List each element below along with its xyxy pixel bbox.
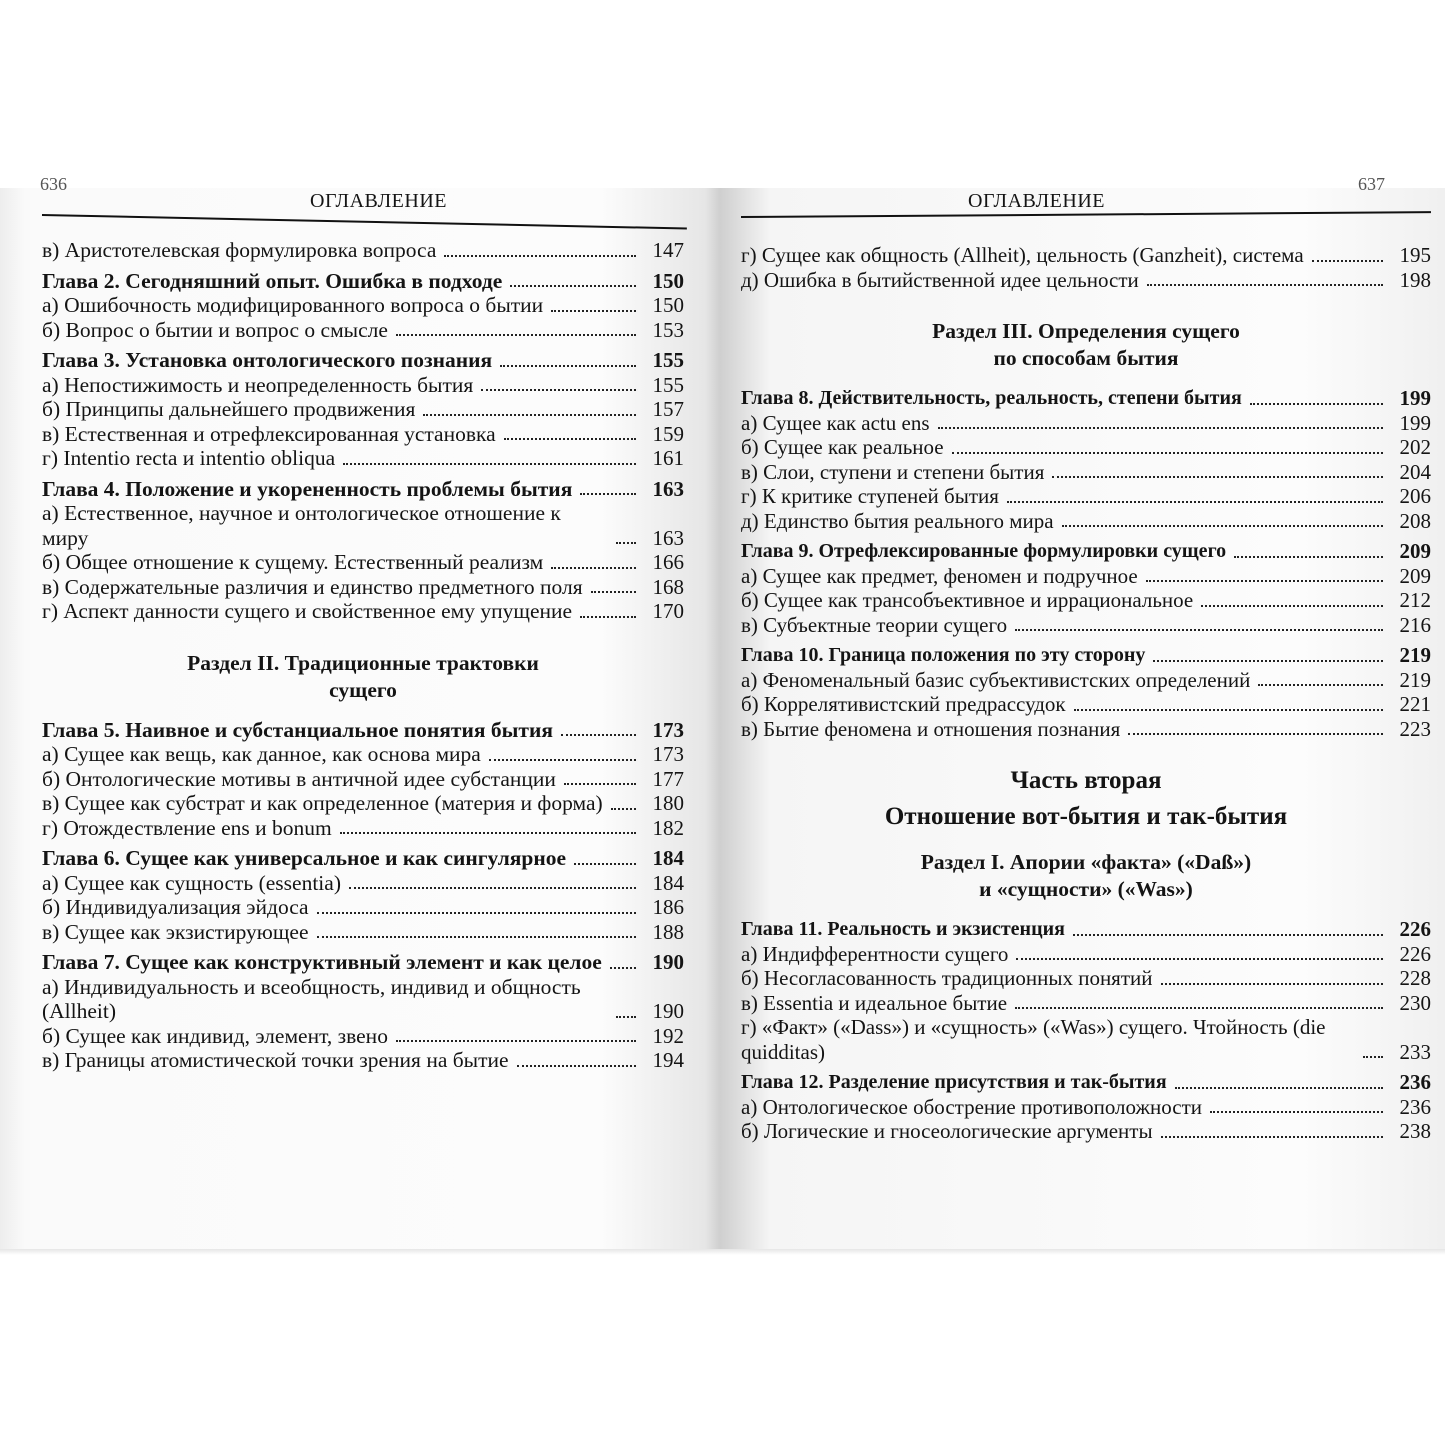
- toc-page-number: 209: [1399, 539, 1431, 563]
- toc-entry-title: а) Индивидуальность и всеобщность, индивид и общность (Allheit): [42, 974, 581, 1023]
- toc-entry-title: Глава 6. Сущее как универсальное и как сингулярное: [42, 846, 567, 870]
- dot-leader: [1161, 983, 1384, 985]
- toc-page-number: 195: [1399, 243, 1431, 267]
- toc-page-number: 155: [652, 348, 684, 372]
- toc-entry-title: Глава 4. Положение и укорененность проблемы бытия: [42, 476, 573, 501]
- toc-entry-title: Глава 8. Действительность, реальность, степени бытия: [741, 387, 1242, 409]
- running-header: ОГЛАВЛЕНИЕ: [310, 190, 447, 212]
- section-heading-line: и «сущности» («Was»): [979, 877, 1193, 901]
- dot-leader: [574, 863, 636, 865]
- dot-leader: [1175, 1087, 1383, 1089]
- toc-page-number: 199: [1399, 386, 1431, 410]
- running-header: ОГЛАВЛЕНИЕ: [968, 190, 1105, 212]
- toc-entry-title: в) Аристотелевская формулировка вопроса: [42, 238, 437, 262]
- toc-entry: [42, 599, 684, 624]
- toc-page-number: 219: [1399, 643, 1431, 667]
- toc-entry-title: д) Ошибка в бытийственной идее цельности: [741, 267, 1139, 292]
- section-heading-line: сущего: [329, 677, 397, 702]
- toc-page-number: 223: [1399, 716, 1431, 741]
- page-number: 637: [1358, 174, 1385, 194]
- toc-page-number: 155: [652, 372, 684, 397]
- toc-entry-title: г) Сущее как общность (Allheit), цельность (Ganzheit), система: [741, 243, 1304, 267]
- toc-entry: [42, 975, 684, 1024]
- dot-leader: [349, 887, 636, 889]
- table-of-contents: [42, 238, 684, 1073]
- left-page: [0, 174, 712, 1255]
- toc-entry-title: б) Общее отношение к сущему. Естественный реализм: [42, 550, 544, 574]
- toc-entry-title: б) Логические и гносеологические аргументы: [741, 1119, 1153, 1143]
- toc-page-number: 216: [1399, 612, 1431, 637]
- dot-leader: [1015, 1007, 1383, 1009]
- dot-leader: [616, 542, 636, 544]
- dot-leader: [1015, 629, 1383, 631]
- toc-page-number: 168: [652, 574, 684, 599]
- toc-entry-title: б) Коррелятивистский предрассудок: [741, 692, 1066, 716]
- dot-leader: [551, 567, 636, 569]
- toc-page-number: 238: [1399, 1119, 1431, 1143]
- dot-leader: [1007, 501, 1383, 503]
- toc-page-number: 186: [652, 895, 684, 919]
- toc-page-number: 199: [1399, 410, 1431, 435]
- toc-entry-title: а) Онтологическое обострение противоположности: [741, 1094, 1203, 1119]
- toc-page-number: 226: [1399, 917, 1431, 941]
- section-heading-line: по способам бытия: [993, 346, 1179, 370]
- dot-leader: [1052, 476, 1383, 478]
- toc-list: [741, 386, 1431, 741]
- header-rule: [42, 214, 687, 230]
- toc-entry: [741, 1095, 1431, 1120]
- dot-leader: [1153, 660, 1383, 662]
- toc-page-number: 150: [652, 268, 684, 293]
- table-of-contents: [741, 243, 1431, 1144]
- toc-entry: [741, 509, 1431, 534]
- toc-entry-title: в) Слои, ступени и степени бытия: [741, 459, 1045, 484]
- toc-chapter-entry: [42, 477, 684, 502]
- toc-list: [42, 238, 684, 624]
- toc-entry: [741, 435, 1431, 460]
- toc-chapter-entry: [42, 950, 684, 975]
- toc-entry-title: б) Вопрос о бытии и вопрос о смысле: [42, 317, 388, 342]
- toc-entry-title: в) Границы атомистической точки зрения на бытие: [42, 1048, 509, 1072]
- dot-leader: [1146, 580, 1383, 582]
- toc-page-number: 177: [652, 766, 684, 791]
- toc-entry-title: г) Intentio recta и intentio obliqua: [42, 446, 336, 470]
- toc-chapter-entry: [42, 846, 684, 871]
- toc-entry: [42, 895, 684, 920]
- toc-entry-title: Глава 7. Сущее как конструктивный элемент и как целое: [42, 950, 602, 974]
- toc-entry: [42, 550, 684, 575]
- toc-entry: [42, 871, 684, 896]
- dot-leader: [616, 1016, 636, 1018]
- toc-entry-title: а) Естественное, научное и онтологическое отношение к миру: [42, 501, 561, 550]
- dot-leader: [591, 591, 636, 593]
- toc-entry-title: Глава 11. Реальность и экзистенция: [741, 918, 1065, 940]
- toc-entry: [42, 767, 684, 792]
- dot-leader: [517, 1065, 636, 1067]
- toc-page-number: 150: [652, 293, 684, 317]
- toc-entry: [42, 422, 684, 447]
- toc-entry-title: б) Индивидуализация эйдоса: [42, 895, 309, 919]
- toc-entry: [741, 991, 1431, 1016]
- dot-leader: [317, 936, 637, 938]
- toc-entry: [42, 397, 684, 422]
- toc-entry-title: Глава 5. Наивное и субстанциальное понятия бытия: [42, 717, 554, 742]
- dot-leader: [423, 414, 636, 416]
- toc-entry: [741, 411, 1431, 436]
- toc-entry-title: б) Сущее как трансобъективное и иррациональное: [741, 588, 1194, 612]
- dot-leader: [1161, 1136, 1383, 1138]
- toc-page-number: 198: [1399, 267, 1431, 292]
- toc-entry: [42, 318, 684, 343]
- toc-entry-title: Глава 10. Граница положения по эту сторону: [741, 644, 1146, 666]
- toc-entry-title: а) Феноменальный базис субъективистских определений: [741, 667, 1251, 692]
- dot-leader: [551, 310, 636, 312]
- toc-list: [42, 718, 684, 1073]
- toc-chapter-entry: [42, 269, 684, 294]
- toc-page-number: 194: [652, 1048, 684, 1072]
- toc-page-number: 182: [652, 815, 684, 840]
- toc-chapter-entry: [741, 539, 1431, 564]
- dot-leader: [489, 759, 636, 761]
- toc-entry: [42, 501, 684, 550]
- toc-entry: [42, 1048, 684, 1073]
- toc-entry-title: в) Сущее как субстрат и как определенное (материя и форма): [42, 791, 603, 815]
- toc-chapter-entry: [741, 643, 1431, 668]
- dot-leader: [340, 832, 636, 834]
- toc-entry: [741, 717, 1431, 742]
- toc-page-number: 153: [652, 317, 684, 342]
- dot-leader: [580, 616, 636, 618]
- dot-leader: [500, 365, 636, 367]
- toc-entry: [741, 942, 1431, 967]
- dot-leader: [580, 493, 636, 495]
- part-heading-line: Часть вторая: [1010, 767, 1162, 794]
- toc-page-number: 236: [1399, 1070, 1431, 1094]
- dot-leader: [1073, 934, 1383, 936]
- toc-page-number: 204: [1399, 459, 1431, 484]
- toc-entry-title: а) Сущее как предмет, феномен и подручное: [741, 563, 1138, 588]
- toc-entry: [42, 791, 684, 816]
- toc-entry-title: а) Сущее как actu ens: [741, 410, 930, 435]
- toc-page-number: 206: [1399, 484, 1431, 508]
- toc-entry-title: Глава 2. Сегодняшний опыт. Ошибка в подходе: [42, 268, 503, 293]
- dot-leader: [1147, 284, 1383, 286]
- toc-page-number: 230: [1399, 990, 1431, 1015]
- toc-entry: [42, 446, 684, 471]
- toc-entry: [42, 575, 684, 600]
- toc-entry: [42, 742, 684, 767]
- toc-entry: [741, 564, 1431, 589]
- toc-entry-title: а) Ошибочность модифицированного вопроса о бытии: [42, 293, 544, 317]
- dot-leader: [1363, 1056, 1383, 1058]
- toc-page-number: 163: [652, 525, 684, 550]
- section-heading-line: Раздел III. Определения сущего: [932, 319, 1240, 343]
- dot-leader: [564, 783, 636, 785]
- toc-page-number: 166: [652, 550, 684, 574]
- toc-page-number: 233: [1399, 1039, 1431, 1064]
- toc-entry: [741, 1119, 1431, 1144]
- toc-entry: [741, 692, 1431, 717]
- dot-leader: [1074, 709, 1383, 711]
- toc-page-number: 170: [652, 599, 684, 623]
- toc-page-number: 188: [652, 919, 684, 944]
- toc-entry-title: б) Онтологические мотивы в античной идее субстанции: [42, 766, 556, 791]
- dot-leader: [1312, 260, 1383, 262]
- dot-leader: [481, 389, 636, 391]
- dot-leader: [610, 967, 636, 969]
- dot-leader: [1234, 556, 1383, 558]
- dot-leader: [396, 334, 636, 336]
- toc-entry-title: г) «Факт» («Dass») и «сущность» («Was») сущего. Чтойность (die quidditas): [741, 1015, 1326, 1064]
- section-heading: [741, 318, 1431, 372]
- toc-chapter-entry: [741, 1070, 1431, 1095]
- dot-leader: [343, 463, 636, 465]
- toc-page-number: 209: [1399, 563, 1431, 588]
- toc-entry-title: б) Сущее как реальное: [741, 435, 944, 459]
- toc-entry-title: б) Принципы дальнейшего продвижения: [42, 397, 416, 421]
- toc-entry-title: в) Субъектные теории сущего: [741, 612, 1008, 637]
- toc-chapter-entry: [741, 917, 1431, 942]
- toc-page-number: 184: [652, 870, 684, 895]
- toc-entry-title: г) Аспект данности сущего и свойственное ему упущение: [42, 599, 573, 623]
- page-edge-shadow: [0, 1249, 1445, 1255]
- toc-entry: [42, 1024, 684, 1049]
- toc-entry-title: Глава 9. Отрефлексированные формулировки сущего: [741, 540, 1227, 562]
- toc-page-number: 192: [652, 1023, 684, 1048]
- toc-page-number: 161: [652, 446, 684, 470]
- dot-leader: [1250, 403, 1383, 405]
- toc-page-number: 157: [652, 397, 684, 421]
- part-heading: [741, 763, 1431, 835]
- toc-page-number: 173: [652, 717, 684, 742]
- dot-leader: [1128, 733, 1383, 735]
- section-heading: [42, 650, 684, 704]
- dot-leader: [504, 438, 636, 440]
- right-page: [733, 174, 1445, 1255]
- toc-entry: [741, 588, 1431, 613]
- toc-entry: [741, 484, 1431, 509]
- dot-leader: [561, 734, 636, 736]
- toc-entry-title: б) Несогласованность традиционных понятий: [741, 966, 1153, 990]
- toc-entry: [42, 373, 684, 398]
- toc-entry-title: г) Отождествление ens и bonum: [42, 815, 332, 840]
- dot-leader: [1210, 1111, 1383, 1113]
- toc-entry-title: д) Единство бытия реального мира: [741, 508, 1054, 533]
- toc-page-number: 212: [1399, 588, 1431, 612]
- toc-entry-title: Глава 12. Разделение присутствия и так-бытия: [741, 1071, 1167, 1093]
- section-heading-line: Раздел II. Традиционные трактовки: [187, 650, 539, 675]
- toc-page-number: 159: [652, 421, 684, 446]
- toc-entry-title: в) Бытие феномена и отношения познания: [741, 716, 1121, 741]
- toc-entry-title: в) Essentia и идеальное бытие: [741, 990, 1008, 1015]
- toc-entry-title: а) Сущее как вещь, как данное, как основа мира: [42, 742, 481, 766]
- toc-page-number: 221: [1399, 692, 1431, 716]
- dot-leader: [396, 1040, 636, 1042]
- toc-page-number: 180: [652, 791, 684, 815]
- toc-page-number: 163: [652, 476, 684, 501]
- toc-entry-title: б) Сущее как индивид, элемент, звено: [42, 1023, 388, 1048]
- toc-page-number: 202: [1399, 435, 1431, 459]
- dot-leader: [1062, 525, 1383, 527]
- dot-leader: [611, 808, 636, 810]
- toc-entry-title: в) Содержательные различия и единство предметного поля: [42, 574, 583, 599]
- toc-page-number: 173: [652, 742, 684, 766]
- dot-leader: [444, 255, 636, 257]
- dot-leader: [952, 452, 1383, 454]
- part-heading-line: Отношение вот-бытия и так-бытия: [884, 803, 1288, 830]
- dot-leader: [317, 912, 636, 914]
- toc-entry: [741, 668, 1431, 693]
- toc-entry-title: а) Непостижимость и неопределенность бытия: [42, 372, 474, 397]
- toc-page-number: 190: [652, 999, 684, 1023]
- toc-page-number: 147: [652, 238, 684, 262]
- toc-page-number: 219: [1399, 667, 1431, 692]
- toc-entry: [741, 966, 1431, 991]
- toc-entry: [741, 613, 1431, 638]
- toc-entry: [42, 920, 684, 945]
- toc-chapter-entry: [741, 386, 1431, 411]
- toc-list: [741, 243, 1431, 292]
- page-number: 636: [40, 174, 67, 194]
- toc-entry: [42, 238, 684, 263]
- toc-chapter-entry: [42, 348, 684, 373]
- toc-page-number: 226: [1399, 941, 1431, 966]
- dot-leader: [1201, 605, 1383, 607]
- toc-entry: [42, 293, 684, 318]
- toc-entry: [741, 243, 1431, 268]
- dot-leader: [1016, 958, 1383, 960]
- toc-entry: [741, 268, 1431, 293]
- toc-entry-title: в) Естественная и отрефлексированная установка: [42, 421, 496, 446]
- section-heading: [741, 849, 1431, 903]
- book-spread: [0, 174, 1445, 1255]
- toc-page-number: 236: [1399, 1094, 1431, 1119]
- toc-entry: [42, 816, 684, 841]
- toc-entry-title: в) Сущее как экзистирующее: [42, 919, 309, 944]
- toc-entry: [741, 460, 1431, 485]
- toc-page-number: 208: [1399, 508, 1431, 533]
- dot-leader: [510, 285, 636, 287]
- toc-chapter-entry: [42, 718, 684, 743]
- toc-entry: [741, 1015, 1431, 1064]
- dot-leader: [1258, 684, 1383, 686]
- toc-page-number: 184: [652, 846, 684, 870]
- toc-entry-title: Глава 3. Установка онтологического познания: [42, 348, 493, 372]
- section-heading-line: Раздел I. Апории «факта» («Daß»): [920, 850, 1252, 874]
- dot-leader: [938, 427, 1384, 429]
- toc-entry-title: г) К критике ступеней бытия: [741, 484, 999, 508]
- toc-page-number: 190: [652, 950, 684, 974]
- toc-list: [741, 917, 1431, 1144]
- toc-entry-title: а) Сущее как сущность (essentia): [42, 870, 341, 895]
- toc-page-number: 228: [1399, 966, 1431, 990]
- toc-entry-title: а) Индифферентности сущего: [741, 941, 1009, 966]
